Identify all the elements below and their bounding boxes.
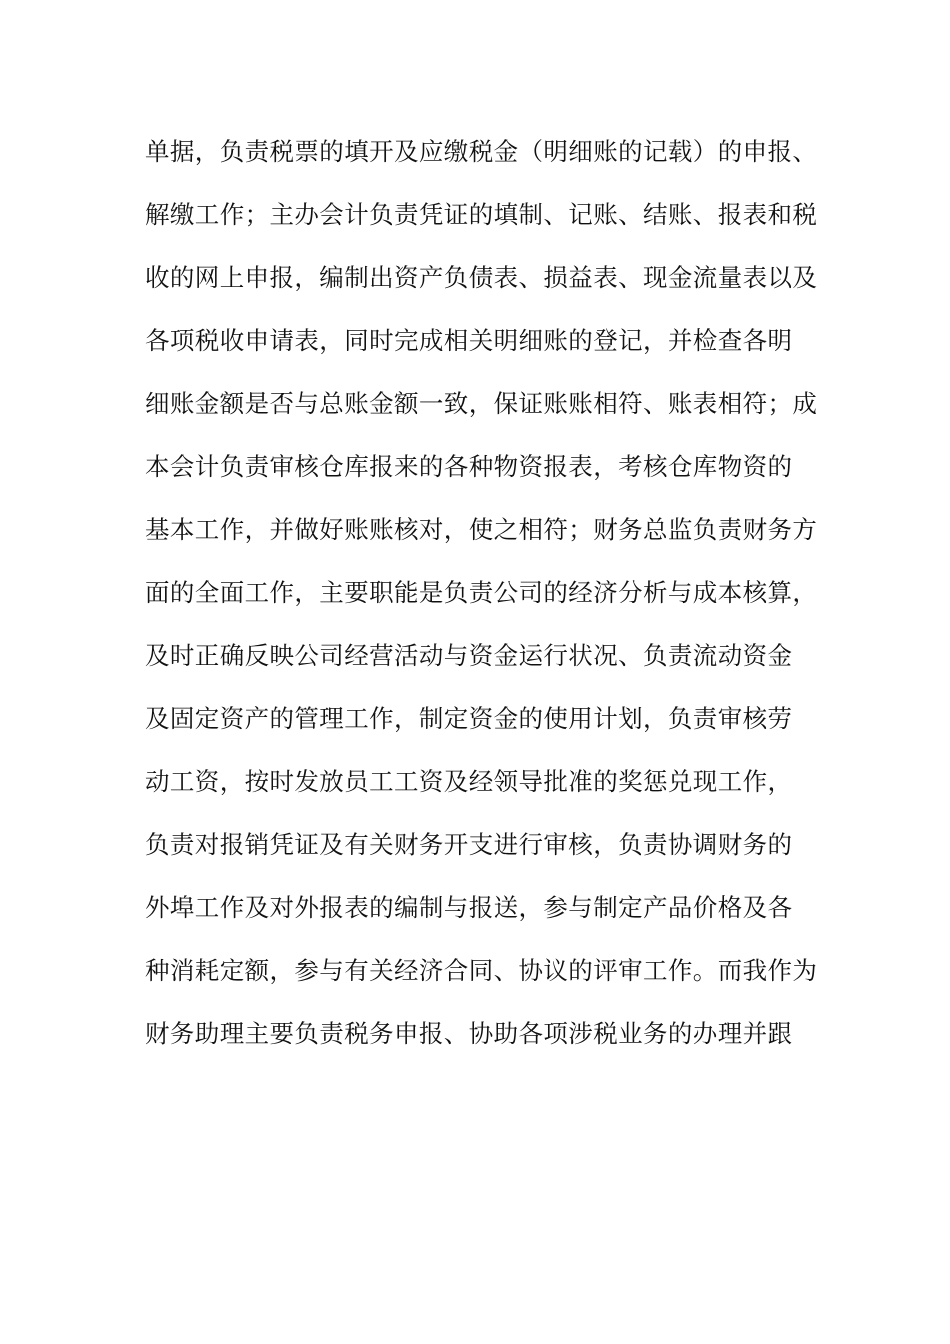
- text-line: 面的全面工作，主要职能是负责公司的经济分析与成本核算，: [145, 578, 818, 607]
- text-line: 及时正确反映公司经营活动与资金运行状况、负责流动资金: [145, 641, 793, 670]
- text-line: 本会计负责审核仓库报来的各种物资报表，考核仓库物资的: [145, 452, 793, 481]
- text-line: 负责对报销凭证及有关财务开支进行审核，负责协调财务的: [145, 830, 793, 859]
- text-line: 种消耗定额，参与有关经济合同、协议的评审工作。而我作为: [145, 956, 818, 985]
- body-text: [145, 120, 835, 1065]
- text-line: 财务助理主要负责税务申报、协助各项涉税业务的办理并跟: [145, 1019, 793, 1048]
- text-line: 收的网上申报，编制出资产负债表、损益表、现金流量表以及: [145, 263, 818, 292]
- text-line: 单据，负责税票的填开及应缴税金（明细账的记载）的申报、: [145, 137, 818, 166]
- text-line: 细账金额是否与总账金额一致，保证账账相符、账表相符；成: [145, 389, 818, 418]
- text-line: 外埠工作及对外报表的编制与报送，参与制定产品价格及各: [145, 893, 793, 922]
- text-line: 及固定资产的管理工作，制定资金的使用计划，负责审核劳: [145, 704, 793, 733]
- text-line: 解缴工作；主办会计负责凭证的填制、记账、结账、报表和税: [145, 200, 818, 229]
- text-line: 各项税收申请表，同时完成相关明细账的登记，并检查各明: [145, 326, 793, 355]
- text-line: 动工资，按时发放员工工资及经领导批准的奖惩兑现工作，: [145, 767, 793, 796]
- text-line: 基本工作，并做好账账核对，使之相符；财务总监负责财务方: [145, 515, 818, 544]
